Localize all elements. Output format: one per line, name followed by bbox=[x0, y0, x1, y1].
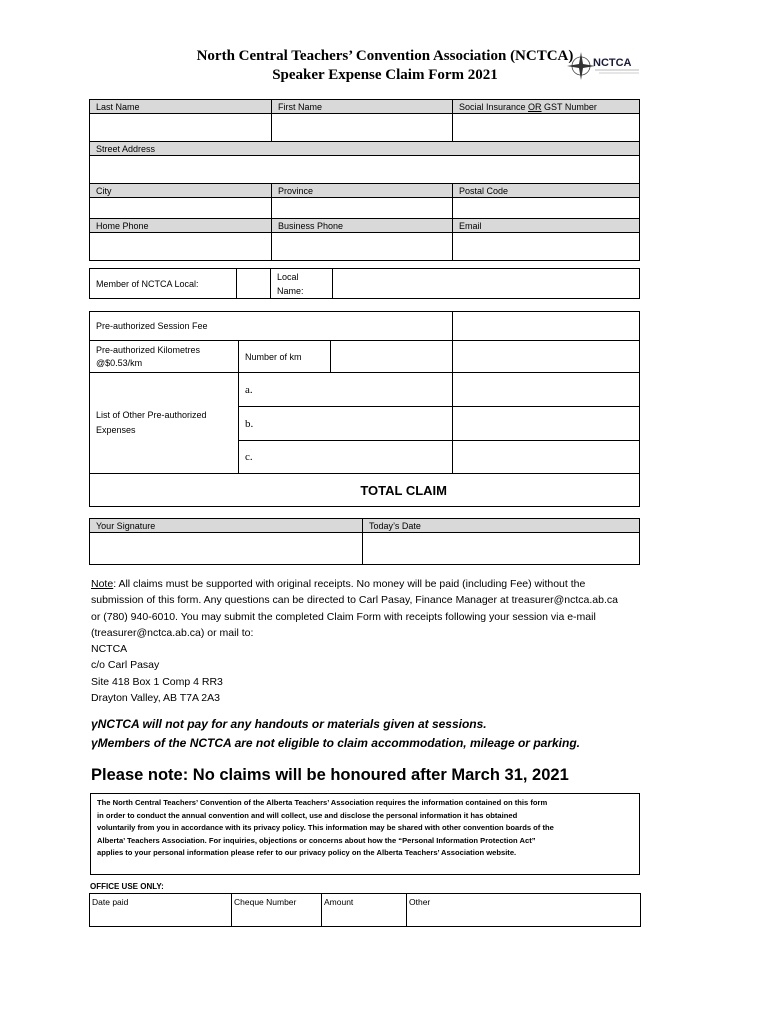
member-local-field[interactable] bbox=[237, 269, 271, 299]
city-label: City bbox=[90, 184, 272, 198]
session-fee-amount[interactable] bbox=[453, 312, 640, 341]
city-field[interactable] bbox=[90, 198, 272, 219]
home-phone-label: Home Phone bbox=[90, 219, 272, 233]
privacy-statement: The North Central Teachers’ Convention of the Alberta Teachers’ Association requires the information contained on this form in order to conduct the annual convention and will collect, use and disclose the personal information it has obtained voluntarily from you in accordance with its privacy policy. This information may be shared with other convention boards of the Alberta’ Teachers Association. For inquiries, objections or concerns about how the “Personal Information Protection Act” applies to your personal information please refer to our privacy policy on the Alberta Teachers’ Association website. bbox=[90, 793, 640, 875]
first-name-field[interactable] bbox=[272, 114, 453, 142]
form-title: North Central Teachers’ Convention Association (NCTCA) bbox=[196, 48, 574, 64]
date-paid-field[interactable]: Date paid bbox=[90, 894, 232, 927]
province-field[interactable] bbox=[272, 198, 453, 219]
number-of-km-field[interactable] bbox=[331, 341, 453, 373]
expense-c-field[interactable]: c. bbox=[239, 441, 453, 474]
expense-c-amount[interactable] bbox=[453, 441, 640, 474]
province-label: Province bbox=[272, 184, 453, 198]
logo-text: NCTCA bbox=[593, 57, 632, 69]
local-name-label: Local Name: bbox=[271, 269, 333, 299]
expense-a-amount[interactable] bbox=[453, 373, 640, 407]
signature-table bbox=[89, 518, 640, 565]
other-field[interactable]: Other bbox=[407, 894, 641, 927]
expense-a-field[interactable]: a. bbox=[239, 373, 453, 407]
last-name-field[interactable] bbox=[90, 114, 272, 142]
business-phone-field[interactable] bbox=[272, 233, 453, 261]
sin-gst-field[interactable] bbox=[453, 114, 640, 142]
local-name-field[interactable] bbox=[333, 269, 640, 299]
email-field[interactable] bbox=[453, 233, 640, 261]
kilometres-amount[interactable] bbox=[453, 341, 640, 373]
total-claim-label: TOTAL CLAIM bbox=[90, 474, 640, 507]
office-use-table bbox=[89, 893, 641, 927]
todays-date-label: Today’s Date bbox=[363, 519, 640, 533]
expense-b-field[interactable]: b. bbox=[239, 407, 453, 441]
note-label: Note bbox=[91, 578, 114, 590]
other-expenses-label: List of Other Pre-authorized Expenses bbox=[90, 373, 239, 474]
street-address-label: Street Address bbox=[90, 142, 640, 156]
postal-code-field[interactable] bbox=[453, 198, 640, 219]
member-local-label: Member of NCTCA Local: bbox=[90, 269, 237, 299]
sin-gst-label: Social Insurance OR GST Number bbox=[453, 100, 640, 114]
personal-info-table bbox=[89, 99, 640, 261]
nctca-logo bbox=[565, 50, 641, 82]
members-warning: γMembers of the NCTCA are not eligible to claim accommodation, mileage or parking. bbox=[91, 736, 580, 750]
session-fee-label: Pre-authorized Session Fee bbox=[90, 312, 453, 341]
mail-address: NCTCA bbox=[91, 643, 128, 656]
signature-label: Your Signature bbox=[90, 519, 363, 533]
signature-field[interactable] bbox=[90, 533, 363, 565]
first-name-label: First Name bbox=[272, 100, 453, 114]
office-use-label: OFFICE USE ONLY: bbox=[90, 882, 164, 891]
amount-field[interactable]: Amount bbox=[322, 894, 407, 927]
kilometres-label: Pre-authorized Kilometres @$0.53/km bbox=[90, 341, 239, 373]
handouts-warning: γNCTCA will not pay for any handouts or materials given at sessions. bbox=[91, 717, 487, 731]
submission-note: Note: All claims must be supported with original receipts. No money will be paid (including Fee) without the submission of this form. Any questions can be directed to Carl Pasay, Finance Manager at treasurer@nctca.ab.ca or (780) 940-6010. You may submit the completed Claim Form with receipts following your session via e-mail (treasurer@nctca.ab.ca) or mail to: NCTCA c/o Carl Pasay Site 418 Box 1 Comp 4 RR3 Drayton Valley, AB T7A 2A3 bbox=[91, 576, 691, 706]
member-local-table bbox=[89, 268, 640, 299]
number-of-km-label: Number of km bbox=[239, 341, 331, 373]
todays-date-field[interactable] bbox=[363, 533, 640, 565]
postal-code-label: Postal Code bbox=[453, 184, 640, 198]
cheque-number-field[interactable]: Cheque Number bbox=[232, 894, 322, 927]
business-phone-label: Business Phone bbox=[272, 219, 453, 233]
street-address-field[interactable] bbox=[90, 156, 640, 184]
compass-star-icon bbox=[565, 50, 641, 82]
email-label: Email bbox=[453, 219, 640, 233]
last-name-label: Last Name bbox=[90, 100, 272, 114]
form-subtitle: Speaker Expense Claim Form 2021 bbox=[272, 67, 498, 83]
deadline-notice: Please note: No claims will be honoured after March 31, 2021 bbox=[91, 766, 569, 784]
expenses-table bbox=[89, 311, 640, 507]
home-phone-field[interactable] bbox=[90, 233, 272, 261]
expense-b-amount[interactable] bbox=[453, 407, 640, 441]
